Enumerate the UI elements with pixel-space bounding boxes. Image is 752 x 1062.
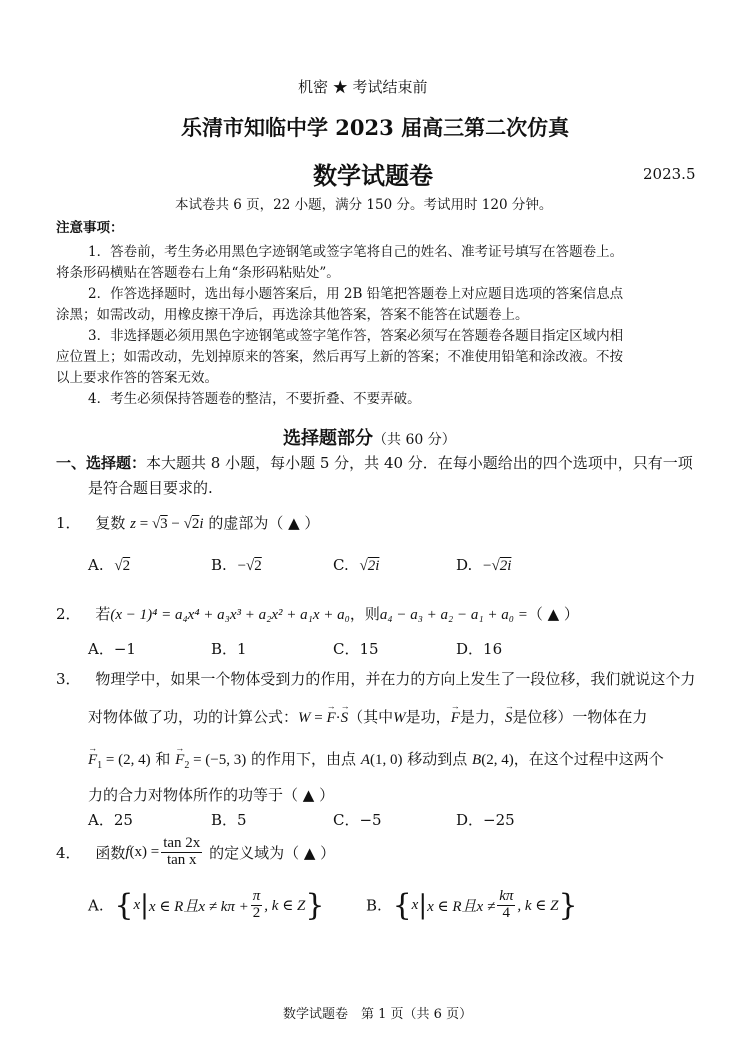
q4-number: 4．	[56, 843, 81, 862]
notes-heading: 注意事项：	[56, 220, 124, 236]
q3-l3d: ，在这个过程中这两个	[513, 750, 664, 768]
question-2	[56, 603, 579, 624]
q2-option-a: A．−1	[88, 640, 136, 658]
kpi-over-4	[497, 889, 515, 922]
note-2b: 涂黑；如需改动，用橡皮擦干净后，再选涂其他答案，答案不能答在试题卷上。	[56, 307, 529, 323]
sqrt-icon: √	[491, 558, 500, 574]
vector-S-2: → S	[505, 710, 513, 727]
exam-info: 本试卷共 6 页，22 小题，满分 150 分。考试用时 120 分钟。	[175, 197, 553, 213]
q3-dot: ·	[335, 710, 341, 726]
pi-over-2	[251, 889, 263, 922]
q2-expr2: a₄ − a₃ + a₂ − a₁ + a₀ =	[379, 607, 528, 623]
q1-i: i	[199, 516, 204, 532]
note-3b: 应位置上；如需改动，先划掉原来的答案，然后再写上新的答案；不准使用铅笔和涂改液。不按	[56, 349, 623, 365]
frac-den: 2	[252, 905, 261, 921]
section-score: （共 60 分）	[373, 432, 456, 448]
q3-F1-val: = (2, 4)	[102, 752, 151, 768]
q3-option-a: A．25	[88, 811, 133, 829]
q3-F2-val: = (−5, 3)	[189, 752, 247, 768]
paper-title: 数学试题卷	[313, 161, 433, 190]
question-4	[56, 836, 335, 869]
q3-B: B	[472, 752, 482, 768]
note-2a: 2．作答选择题时，选出每小题答案后，用 2B 铅笔把答题卷上对应题目选项的答案信息点	[88, 286, 624, 302]
option-label: D.	[456, 556, 473, 574]
q2-option-c: C．15	[333, 640, 379, 658]
question-3-line-2	[88, 706, 647, 727]
option-label: B.	[366, 896, 382, 915]
frac-num: kπ	[499, 888, 514, 905]
option-label: A.	[88, 556, 104, 574]
q1-option-c	[333, 556, 379, 575]
q4-fraction	[161, 836, 202, 869]
q4-post: 的定义域为（ ▲ ）	[204, 843, 336, 862]
left-brace-icon: {	[392, 888, 412, 923]
option-value: 2	[254, 558, 262, 574]
vector-F2: → F	[175, 752, 184, 769]
q1-option-a	[88, 556, 130, 575]
set-tail: , k ∈ Z	[517, 898, 559, 914]
q1-minus: −	[167, 516, 184, 532]
part-text-a: 本大题共 8 小题，每小题 5 分，共 40 分．在每小题给出的四个选项中，只有一项	[146, 454, 693, 472]
q3-and: 和	[150, 750, 176, 768]
q4-option-b	[366, 888, 578, 923]
question-1	[56, 512, 319, 533]
q3-l2c: 是功，	[405, 708, 451, 726]
option-label: B.	[211, 556, 227, 574]
set-var: x	[411, 897, 419, 913]
q3-l2e: 是位移）一物体在力	[512, 708, 648, 726]
set-condition: x ∈ R且x ≠ kπ +	[148, 899, 249, 915]
note-3a: 3．非选择题必须用黑色字迹钢笔或签字笔作答，答案必须写在答题卷各题目指定区域内相	[88, 328, 624, 344]
q4-pre: 函数	[95, 843, 126, 862]
q1-number: 1．	[56, 514, 81, 532]
q3-l2d: 是力，	[459, 708, 505, 726]
set-bar-icon: |	[418, 890, 428, 921]
q1-option-b	[211, 556, 262, 575]
option-value: 2i	[499, 558, 512, 574]
note-3c: 以上要求作答的答案无效。	[56, 370, 218, 386]
vector-F: → F	[326, 710, 335, 727]
q1-option-d	[456, 556, 511, 575]
note-1b: 将条形码横贴在答题卷右上角“条形码粘贴处”。	[56, 265, 340, 281]
q3-F2-sub: 2	[184, 760, 190, 771]
sqrt-icon: √	[359, 558, 368, 574]
right-brace-icon: }	[558, 888, 578, 923]
question-3-line-3	[88, 748, 664, 771]
option-value: 2	[122, 558, 131, 574]
part-instructions	[56, 452, 693, 473]
right-brace-icon: }	[305, 888, 325, 923]
q2-expr: (x − 1)⁴ = a₄x⁴ + a₃x³ + a₂x² + a₁x + a₀	[110, 607, 350, 623]
q3-F1-sub: 1	[97, 760, 103, 771]
q2-mid: ，则	[349, 605, 380, 623]
sqrt-icon: √	[246, 558, 255, 574]
q3-option-b: B．5	[211, 811, 247, 829]
set-condition: x ∈ R且x ≠	[427, 899, 496, 915]
q3-A-val: (1, 0)	[369, 752, 403, 768]
q4-option-a	[88, 888, 325, 923]
q1-pre: 复数	[95, 514, 126, 532]
q3-l3b: 的作用下，由点	[246, 750, 361, 768]
set-var: x	[133, 897, 141, 913]
q3-option-c: C．−5	[333, 811, 382, 829]
option-sign: −	[483, 558, 492, 574]
q2-number: 2．	[56, 605, 81, 623]
q3-W: W	[298, 710, 311, 726]
q1-r2: 2	[191, 516, 200, 532]
option-label: C.	[333, 556, 349, 574]
note-4: 4．考生必须保持答题卷的整洁，不要折叠、不要弄破。	[88, 391, 421, 407]
q1-post: 的虚部为（ ▲ ）	[203, 514, 320, 532]
part-text-b: 是符合题目要求的.	[88, 479, 213, 497]
vector-F-2: → F	[451, 710, 460, 727]
set-bar-icon: |	[140, 890, 149, 921]
q2-option-d: D．16	[456, 640, 503, 658]
frac-den: 4	[502, 905, 511, 921]
q3-l3c: 移动到点	[402, 750, 473, 768]
q3-A: A	[360, 752, 370, 768]
question-3-line-1	[56, 668, 695, 689]
page-footer: 数学试题卷 第 1 页（共 6 页）	[283, 1007, 473, 1022]
sqrt-icon: √	[183, 516, 192, 532]
q4-numerator: tan 2x	[163, 835, 201, 851]
q1-r3: 3	[160, 516, 168, 532]
section-title-text: 选择题部分	[283, 428, 373, 449]
q4-denominator: tan x	[166, 851, 197, 868]
q2-option-b: B．1	[211, 640, 247, 658]
vector-S: → S	[341, 710, 349, 727]
sqrt-icon: √	[151, 516, 161, 532]
q3-l4: 力的合力对物体所作的功等于（ ▲ ）	[88, 786, 335, 804]
q2-pre: 若	[95, 605, 111, 623]
option-value: 2i	[367, 558, 380, 574]
note-1a: 1．答卷前，考生务必用黑色字迹钢笔或签字笔将自己的姓名、准考证号填写在答题卷上。	[88, 244, 624, 260]
q3-eq: =	[310, 710, 327, 726]
q4-fx: (x) =	[129, 843, 160, 860]
set-tail: , k ∈ Z	[264, 898, 306, 914]
q3-l1: 物理学中，如果一个物体受到力的作用，并在力的方向上发生了一段位移，我们就说这个力	[95, 670, 696, 688]
school-title: 乐清市知临中学 2023 届高三第二次仿真	[181, 115, 570, 140]
section-title	[283, 424, 456, 450]
sqrt-icon: √	[114, 558, 123, 574]
q3-l2b: （其中	[348, 708, 394, 726]
q4-f: f	[125, 843, 130, 860]
option-sign: −	[237, 558, 247, 574]
q2-post: （ ▲ ）	[527, 605, 579, 623]
exam-date: 2023.5	[643, 165, 696, 183]
q3-number: 3．	[56, 670, 81, 688]
q3-B-val: (2, 4)	[481, 752, 514, 768]
q3-option-d: D．−25	[456, 811, 515, 829]
q3-W-2: W	[393, 710, 406, 726]
left-brace-icon: {	[114, 888, 134, 923]
confidential-label: 机密 ★ 考试结束前	[298, 78, 428, 96]
q1-z: z	[130, 516, 136, 532]
q1-eq: =	[135, 516, 152, 532]
option-label: A.	[88, 896, 104, 915]
q3-l2a: 对物体做了功，功的计算公式：	[88, 708, 299, 726]
vector-F1: → F	[88, 752, 97, 769]
part-label: 一、选择题：	[56, 454, 147, 472]
frac-num: π	[252, 888, 261, 905]
